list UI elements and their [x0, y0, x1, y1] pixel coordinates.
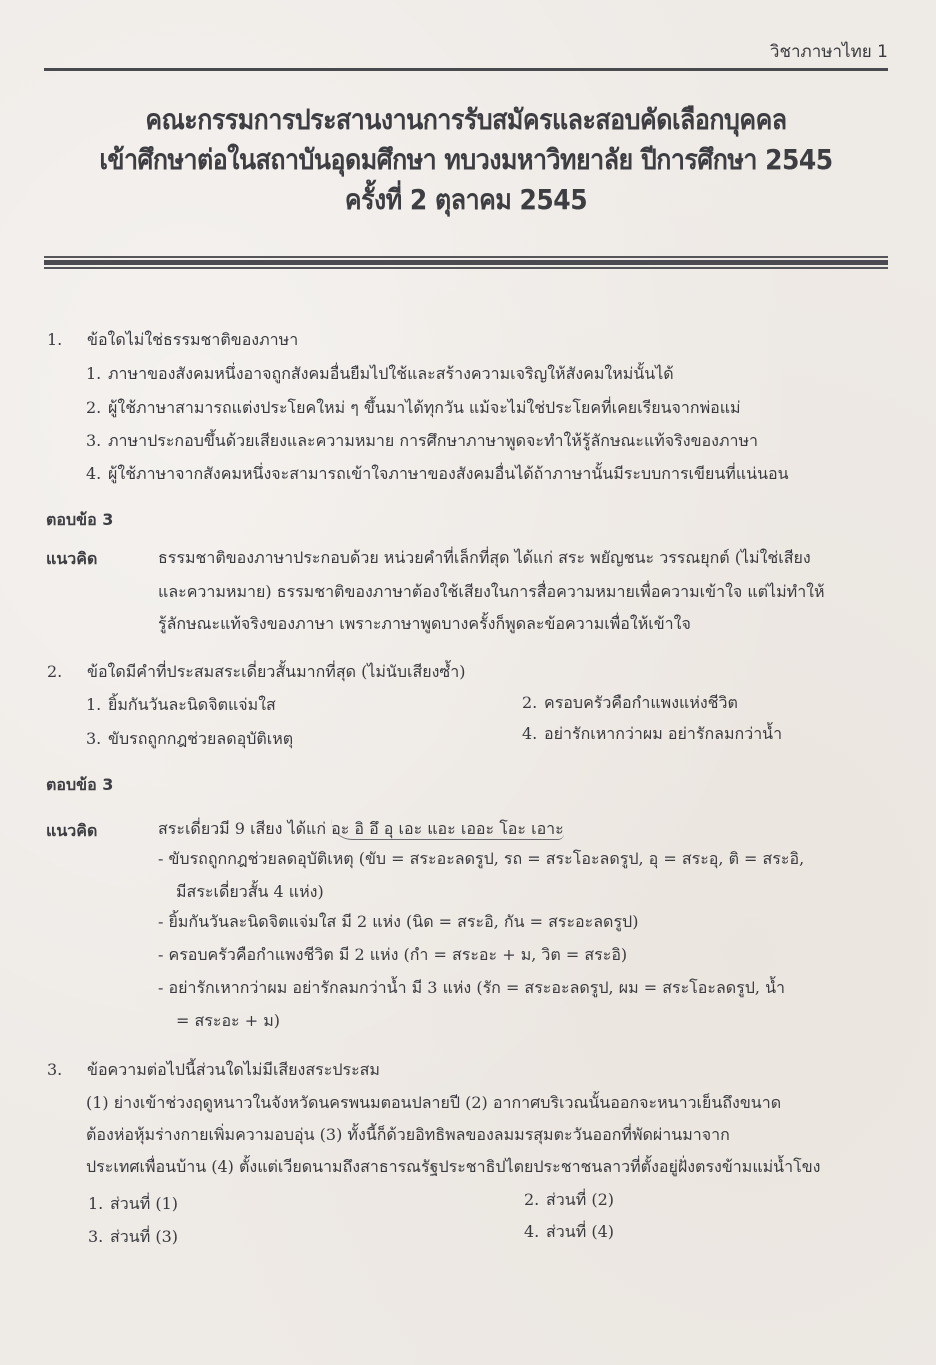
q2-bullet-1-cont: มีสระเดี่ยวสั้น 4 แห่ง): [176, 882, 324, 901]
q2-bullet-4-cont: = สระอะ + ม): [176, 1011, 281, 1030]
q1-option-4: 4. ผู้ใช้ภาษาจากสังคมหนึ่งจะสามารถเข้าใจภาษาของสังคมอื่นได้ถ้าภาษานั้นมีระบบการเขียนที่แน่นอน: [86, 464, 789, 483]
title-divider: [44, 256, 888, 270]
q3-option-3: 3. ส่วนที่ (3): [88, 1227, 178, 1246]
q3-option-1: 1. ส่วนที่ (1): [88, 1194, 178, 1213]
q2-option-1: 1. ยิ้มกันวันละนิดจิตแจ่มใส: [86, 695, 276, 714]
q1-option-2: 2. ผู้ใช้ภาษาสามารถแต่งประโยคใหม่ ๆ ขึ้นมาได้ทุกวัน แม้จะไม่ใช่ประโยคที่เคยเรียนจากพ่อแม่: [86, 398, 741, 417]
q3-option-4: 4. ส่วนที่ (4): [524, 1222, 614, 1241]
q3-passage-line-3: ประเทศเพื่อนบ้าน (4) ตั้งแต่เวียดนามถึงสาธารณรัฐประชาธิปไตยประชาชนลาวที่ตั้งอยู่ฝั่งตรงข้ามแม่น้ำโขง: [86, 1157, 821, 1176]
q2-option-3: 3. ขับรถถูกกฎช่วยลดอุบัติเหตุ: [86, 729, 294, 748]
q1-explanation-line-1: ธรรมชาติของภาษาประกอบด้วย หน่วยคำที่เล็กที่สุด ได้แก่ สระ พยัญชนะ วรรณยุกต์ (ไม่ใช่เสียง: [158, 548, 811, 567]
q2-option-2: 2. ครอบครัวคือกำแพงแห่งชีวิต: [522, 693, 738, 712]
q2-answer: ตอบข้อ 3: [46, 775, 114, 794]
q2-bullet-1: - ขับรถถูกกฎช่วยลดอุบัติเหตุ (ขับ = สระอะลดรูป, รถ = สระโอะลดรูป, อุ = สระอุ, ติ = สระอิ,: [158, 849, 805, 868]
question-1: [47, 328, 298, 353]
q1-concept-label: แนวคิด: [46, 549, 98, 568]
question-2: 2. ข้อใดมีคำที่ประสมสระเดี่ยวสั้นมากที่สุด (ไม่นับเสียงซ้ำ): [47, 662, 466, 681]
q3-passage-line-1: (1) ย่างเข้าช่วงฤดูหนาวในจังหวัดนครพนมตอนปลายปี (2) อากาศบริเวณนั้นออกจะหนาวเย็นถึงขนาด: [86, 1093, 782, 1112]
q1-explanation-line-2: และความหมาย) ธรรมชาติของภาษาต้องใช้เสียงในการสื่อความหมายเพื่อความเข้าใจ แต่ไม่ทำให้: [158, 582, 825, 601]
q1-explanation-line-3: รู้ลักษณะแท้จริงของภาษา เพราะภาษาพูดบางครั้งก็พูดละข้อความเพื่อให้เข้าใจ: [158, 614, 691, 633]
question-3: 3. ข้อความต่อไปนี้ส่วนใดไม่มีเสียงสระประสม: [47, 1060, 380, 1079]
header-divider: [44, 68, 888, 71]
title-line-3: ครั้งที่ 2 ตุลาคม 2545: [344, 183, 588, 216]
vowel-list-underlined: อะ อิ อึ อุ เอะ แอะ เออะ โอะ เอาะ: [331, 819, 564, 838]
q3-option-2: 2. ส่วนที่ (2): [524, 1190, 614, 1209]
q1-answer: ตอบข้อ 3: [46, 510, 114, 529]
question-number: 1.: [47, 330, 63, 349]
q1-option-3: 3. ภาษาประกอบขึ้นด้วยเสียงและความหมาย การศึกษาภาษาพูดจะทำให้รู้ลักษณะแท้จริงของภาษา: [86, 431, 759, 450]
q2-bullet-3: - ครอบครัวคือกำแพงชีวิต มี 2 แห่ง (กำ = สระอะ + ม, วิต = สระอิ): [158, 945, 628, 964]
exam-title-block: [44, 100, 888, 220]
q2-explanation-intro: สระเดี่ยวมี 9 เสียง ได้แก่ อะ อิ อึ อุ เอะ แอะ เออะ โอะ เอาะ: [158, 819, 564, 838]
q2-bullet-4: - อย่ารักเหากว่าผม อย่ารักลมกว่าน้ำ มี 3 แห่ง (รัก = สระอะลดรูป, ผม = สระโอะลดรูป, น้ำ: [158, 978, 785, 997]
title-line-1: คณะกรรมการประสานงานการรับสมัครและสอบคัดเลือกบุคคล: [145, 103, 787, 136]
question-text: ข้อใดไม่ใช่ธรรมชาติของภาษา: [87, 330, 299, 349]
q2-bullet-2: - ยิ้มกันวันละนิดจิตแจ่มใส มี 2 แห่ง (นิด = สระอิ, กัน = สระอะลดรูป): [158, 912, 639, 931]
q3-passage-line-2: ต้องห่อหุ้มร่างกายเพิ่มความอบอุ่น (3) ทั้งนี้ก็ด้วยอิทธิพลของลมมรสุมตะวันออกที่พัดผ่านมาจาก: [86, 1125, 730, 1144]
q2-concept-label: แนวคิด: [46, 821, 98, 840]
q2-option-4: 4. อย่ารักเหากว่าผม อย่ารักลมกว่าน้ำ: [522, 724, 783, 743]
q1-option-1: 1. ภาษาของสังคมหนึ่งอาจถูกสังคมอื่นยืมไปใช้และสร้างความเจริญให้สังคมใหม่นั้นได้: [86, 364, 674, 383]
title-line-2: เข้าศึกษาต่อในสถาบันอุดมศึกษา ทบวงมหาวิทยาลัย ปีการศึกษา 2545: [99, 143, 833, 176]
subject-header: วิชาภาษาไทย 1: [769, 42, 888, 62]
